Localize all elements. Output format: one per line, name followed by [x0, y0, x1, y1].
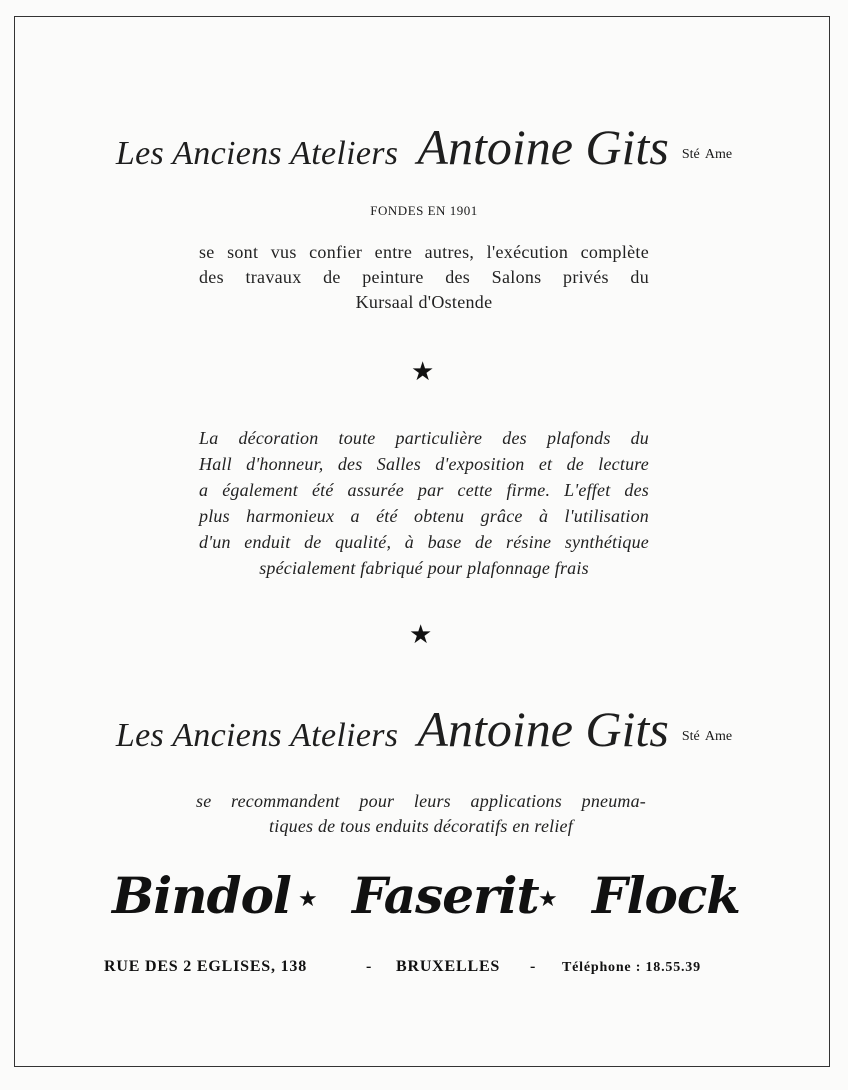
star-icon: ★ — [298, 887, 318, 912]
heading-2-prefix: Les Anciens Ateliers — [115, 717, 399, 754]
paragraph-3-line: tiques de tous enduits décoratifs en relief — [269, 816, 573, 836]
heading-2-ste: Sté — [681, 729, 700, 744]
paragraph-2 — [199, 425, 649, 581]
heading-1-ste: Sté — [681, 147, 700, 162]
star-icon: ★ — [411, 357, 435, 387]
paragraph-3-line: se recommandent pour leurs applications pneuma- — [196, 791, 646, 811]
paragraph-2-line: plus harmonieux a été obtenu grâce à l'utilisation — [199, 506, 649, 526]
paragraph-2-line: a également été assurée par cette firme. L'effet des — [199, 480, 649, 500]
paragraph-1 — [199, 240, 649, 315]
footer-city: BRUXELLES — [396, 958, 501, 975]
paragraph-1-line: des travaux de peinture des Salons privés du — [199, 267, 649, 287]
paragraph-1-line: Kursaal d'Ostende — [355, 292, 493, 312]
heading-1-name: Antoine Gits — [417, 119, 669, 175]
paragraph-2-line: d'un enduit de qualité, à base de résine synthétique — [199, 532, 649, 552]
heading-2-name: Antoine Gits — [417, 701, 669, 757]
heading-1-ame: Ame — [704, 147, 733, 162]
paragraph-2-line: Hall d'honneur, des Salles d'exposition et de lecture — [199, 454, 649, 474]
footer-address: RUE DES 2 EGLISES, 138 — [104, 958, 307, 975]
star-icon: ★ — [538, 887, 558, 912]
paragraph-3 — [196, 789, 646, 839]
paragraph-1-line: se sont vus confier entre autres, l'exécution complète — [199, 242, 649, 262]
brand-faserit: Faserit — [352, 866, 539, 925]
heading-2-ame: Ame — [704, 729, 733, 744]
brand-flock: Flock — [592, 866, 740, 925]
paragraph-2-line: La décoration toute particulière des plafonds du — [199, 428, 649, 448]
paragraph-2-line: spécialement fabriqué pour plafonnage frais — [259, 558, 589, 578]
brand-bindol: Bindol — [112, 866, 291, 925]
footer-separator: - — [366, 958, 373, 975]
footer-phone: Téléphone : 18.55.39 — [562, 960, 701, 975]
star-icon: ★ — [409, 620, 433, 650]
company-heading-1 — [0, 118, 848, 176]
company-heading-2 — [0, 700, 848, 758]
founded-text: FONDES EN 1901 — [370, 203, 478, 218]
heading-1-prefix: Les Anciens Ateliers — [115, 135, 399, 172]
footer-separator: - — [530, 958, 537, 975]
